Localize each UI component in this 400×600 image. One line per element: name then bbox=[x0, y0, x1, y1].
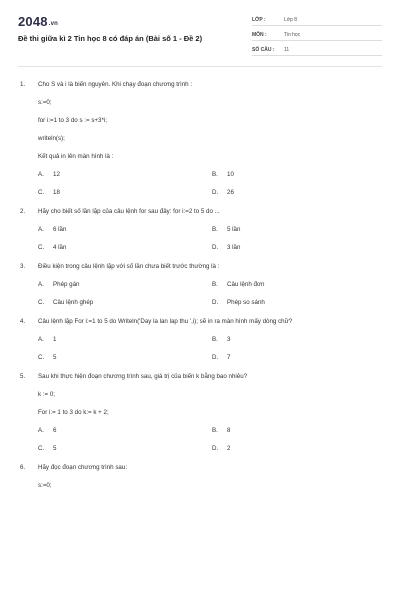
option-b[interactable] bbox=[212, 426, 386, 435]
option-letter: A. bbox=[38, 427, 44, 434]
option-a[interactable] bbox=[38, 225, 212, 234]
option-d[interactable] bbox=[212, 444, 386, 453]
header-divider bbox=[18, 66, 382, 67]
option-letter: C. bbox=[38, 244, 45, 251]
option-text: 5 bbox=[53, 445, 57, 452]
question-3 bbox=[20, 262, 380, 307]
code-line: s:=0; bbox=[38, 482, 52, 489]
question-stem bbox=[20, 80, 380, 89]
option-text: 4 lần bbox=[53, 244, 67, 251]
question-stem bbox=[20, 317, 380, 326]
question-2 bbox=[20, 207, 380, 252]
question-number: 4. bbox=[20, 318, 26, 325]
option-text: 5 lần bbox=[227, 226, 241, 233]
option-text: 5 bbox=[53, 354, 57, 361]
option-b[interactable] bbox=[212, 280, 386, 289]
option-text: 1 bbox=[53, 336, 57, 343]
option-text: Câu lệnh ghép bbox=[53, 299, 94, 306]
option-letter: D. bbox=[212, 189, 219, 196]
option-a[interactable] bbox=[38, 426, 212, 435]
answer-options bbox=[38, 335, 380, 362]
option-text: 26 bbox=[227, 189, 234, 196]
option-letter: C. bbox=[38, 354, 45, 361]
question-number: 6. bbox=[20, 464, 26, 471]
answer-options bbox=[38, 280, 380, 307]
option-d[interactable] bbox=[212, 188, 386, 197]
option-letter: A. bbox=[38, 171, 44, 178]
option-letter: B. bbox=[212, 226, 218, 233]
option-text: 10 bbox=[227, 171, 234, 178]
option-text: Phép so sánh bbox=[227, 299, 265, 306]
question-5 bbox=[20, 372, 380, 453]
question-number: 3. bbox=[20, 263, 26, 270]
option-letter: D. bbox=[212, 445, 219, 452]
question-text: Hãy cho biết số lần lặp của câu lệnh for sau đây: for i:=2 to 5 do ... bbox=[38, 208, 220, 215]
answer-options bbox=[38, 225, 380, 252]
question-text: Cho S và i là biến nguyên. Khi chạy đoạn chương trình : bbox=[38, 81, 193, 88]
option-letter: C. bbox=[38, 189, 45, 196]
question-4 bbox=[20, 317, 380, 362]
question-6 bbox=[20, 463, 380, 490]
code-line: For i:= 1 to 3 do k:= k + 2; bbox=[38, 409, 109, 416]
option-text: 3 lần bbox=[227, 244, 241, 251]
option-letter: B. bbox=[212, 281, 218, 288]
option-text: 7 bbox=[227, 354, 231, 361]
option-text: Phép gán bbox=[53, 281, 80, 288]
question-number: 2. bbox=[20, 208, 26, 215]
exam-meta bbox=[252, 14, 382, 59]
question-stem bbox=[20, 262, 380, 271]
option-c[interactable] bbox=[38, 353, 212, 362]
code-line: Kết quả in lên màn hình là : bbox=[38, 153, 114, 160]
option-letter: D. bbox=[212, 299, 219, 306]
option-text: 12 bbox=[53, 171, 60, 178]
question-1 bbox=[20, 80, 380, 197]
option-letter: B. bbox=[212, 427, 218, 434]
option-text: 2 bbox=[227, 445, 231, 452]
option-b[interactable] bbox=[212, 335, 386, 344]
meta-value: Lớp 8 bbox=[284, 16, 298, 23]
option-c[interactable] bbox=[38, 188, 212, 197]
option-c[interactable] bbox=[38, 444, 212, 453]
option-b[interactable] bbox=[212, 170, 386, 179]
question-text: Câu lệnh lặp For i:=1 to 5 do Writeln('Day la lan lap thu ',i); sẽ in ra màn hình mấy dòng chữ? bbox=[38, 318, 293, 325]
option-a[interactable] bbox=[38, 170, 212, 179]
site-logo[interactable] bbox=[18, 14, 58, 29]
meta-key: SỐ CÂU : bbox=[252, 46, 275, 53]
answer-options bbox=[38, 426, 380, 453]
option-letter: A. bbox=[38, 336, 44, 343]
code-line: s:=0; bbox=[38, 99, 52, 106]
option-text: 3 bbox=[227, 336, 231, 343]
option-c[interactable] bbox=[38, 243, 212, 252]
option-d[interactable] bbox=[212, 243, 386, 252]
question-text: Hãy đọc đoạn chương trình sau: bbox=[38, 464, 128, 471]
meta-key: LỚP : bbox=[252, 16, 266, 23]
option-text: 18 bbox=[53, 189, 60, 196]
question-number: 1. bbox=[20, 81, 26, 88]
question-number: 5. bbox=[20, 373, 26, 380]
question-stem bbox=[20, 463, 380, 472]
meta-row-subject bbox=[252, 29, 382, 41]
code-line: writeln(s); bbox=[38, 135, 65, 142]
code-line: for i:=1 to 3 do s := s+3*i; bbox=[38, 117, 107, 124]
option-letter: A. bbox=[38, 281, 44, 288]
option-d[interactable] bbox=[212, 298, 386, 307]
option-letter: B. bbox=[212, 336, 218, 343]
option-text: 6 bbox=[53, 427, 57, 434]
logo-text: 2048 bbox=[18, 14, 48, 29]
option-text: Câu lệnh đơn bbox=[227, 281, 265, 288]
answer-options bbox=[38, 170, 380, 197]
code-line: k := 0; bbox=[38, 391, 56, 398]
option-d[interactable] bbox=[212, 353, 386, 362]
option-a[interactable] bbox=[38, 280, 212, 289]
logo-suffix: .vn bbox=[48, 21, 59, 27]
meta-value: 11 bbox=[284, 46, 290, 53]
exam-header bbox=[18, 14, 382, 58]
question-text: Sau khi thực hiện đoạn chương trình sau, giá trị của biến k bằng bao nhiêu? bbox=[38, 373, 248, 380]
exam-title: Đề thi giữa kì 2 Tin học 8 có đáp án (Bài số 1 - Đề 2) bbox=[18, 34, 203, 43]
question-list bbox=[20, 80, 380, 500]
option-letter: D. bbox=[212, 354, 219, 361]
option-c[interactable] bbox=[38, 298, 212, 307]
option-text: 8 bbox=[227, 427, 231, 434]
option-letter: D. bbox=[212, 244, 219, 251]
question-stem bbox=[20, 207, 380, 216]
meta-key: MÔN : bbox=[252, 31, 267, 38]
meta-row-class bbox=[252, 14, 382, 26]
option-b[interactable] bbox=[212, 225, 386, 234]
option-text: 6 lần bbox=[53, 226, 67, 233]
question-text: Điều kiện trong câu lệnh lặp với số lần chưa biết trước thường là : bbox=[38, 263, 220, 270]
meta-value: Tin học bbox=[284, 31, 301, 38]
option-letter: C. bbox=[38, 299, 45, 306]
question-stem bbox=[20, 372, 380, 381]
option-letter: C. bbox=[38, 445, 45, 452]
option-letter: B. bbox=[212, 171, 218, 178]
option-letter: A. bbox=[38, 226, 44, 233]
option-a[interactable] bbox=[38, 335, 212, 344]
meta-row-count bbox=[252, 44, 382, 56]
